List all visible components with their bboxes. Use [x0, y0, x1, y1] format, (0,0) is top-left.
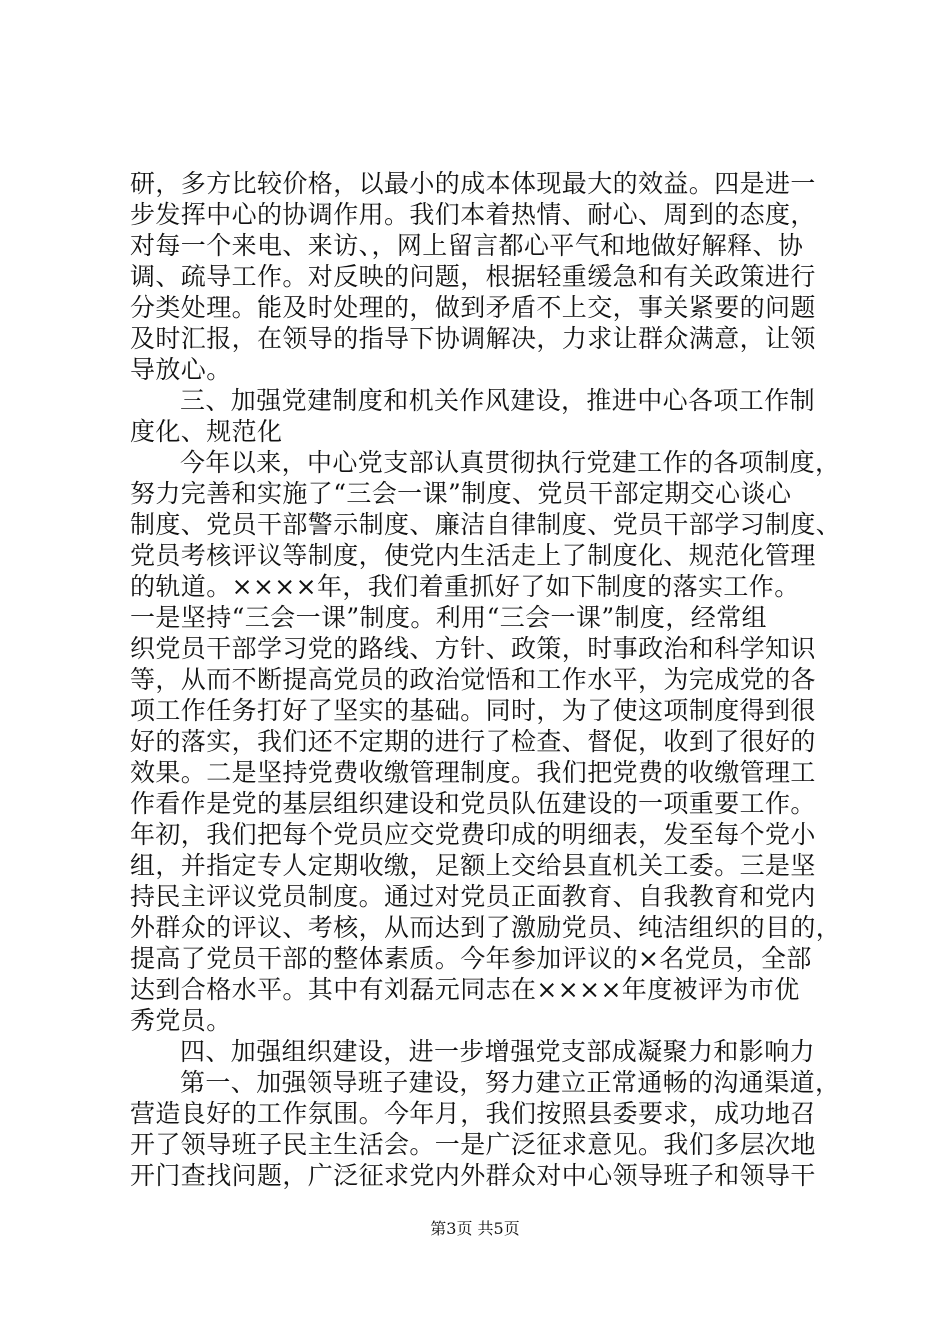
- page-footer: 第3页 共5页: [430, 1219, 520, 1238]
- text-line: 作看作是党的基层组织建设和党员队伍建设的一项重要工作。: [130, 789, 816, 818]
- text-line: 第一、加强领导班子建设，努力建立正常通畅的沟通渠道，: [180, 1068, 841, 1097]
- text-line: 持民主评议党员制度。通过对党员正面教育、自我教育和党内: [130, 882, 816, 911]
- text-line: 调、疏导工作。对反映的问题，根据轻重缓急和有关政策进行: [130, 262, 816, 291]
- text-line: 织党员干部学习党的路线、方针、政策，时事政治和科学知识: [130, 634, 816, 663]
- text-line: 好的落实，我们还不定期的进行了检查、督促，收到了很好的: [130, 727, 816, 756]
- text-line: 制度、党员干部警示制度、廉洁自律制度、党员干部学习制度、: [130, 510, 842, 539]
- text-line: 项工作任务打好了坚实的基础。同时，为了使这项制度得到很: [130, 696, 816, 725]
- text-line: 效果。二是坚持党费收缴管理制度。我们把党费的收缴管理工: [130, 758, 816, 787]
- text-line: 党员考核评议等制度，使党内生活走上了制度化、规范化管理: [130, 541, 816, 570]
- text-line: 对每一个来电、来访、，网上留言都心平气和地做好解释、协: [130, 231, 804, 260]
- text-line: 外群众的评议、考核，从而达到了激励党员、纯洁组织的目的，: [130, 913, 842, 942]
- text-line: 开门查找问题，广泛征求党内外群众对中心领导班子和领导干: [130, 1161, 816, 1190]
- body-text: [130, 168, 842, 1191]
- text-line: 研，多方比较价格，以最小的成本体现最大的效益。四是进一: [130, 169, 816, 198]
- text-line: 四、加强组织建设，进一步增强党支部成凝聚力和影响力: [180, 1037, 816, 1066]
- text-line: 秀党员。: [130, 1006, 232, 1035]
- text-line: 年初，我们把每个党员应交党费印成的明细表，发至每个党小: [130, 820, 816, 849]
- text-line: 达到合格水平。其中有刘磊元同志在××××年度被评为市优: [130, 975, 800, 1004]
- text-line: 努力完善和实施了“三会一课”制度、党员干部定期交心谈心: [130, 479, 792, 508]
- text-line: 提高了党员干部的整体素质。今年参加评议的×名党员，全部: [130, 944, 812, 973]
- text-line: 一是坚持“三会一课”制度。利用“三会一课”制度，经常组: [130, 603, 767, 632]
- text-line: 步发挥中心的协调作用。我们本着热情、耐心、周到的态度，: [130, 200, 816, 229]
- text-line: 分类处理。能及时处理的，做到矛盾不上交，事关紧要的问题: [130, 293, 816, 322]
- text-line: 三、加强党建制度和机关作风建设，推进中心各项工作制: [180, 386, 816, 415]
- text-line: 营造良好的工作氛围。今年月，我们按照县委要求，成功地召: [130, 1099, 816, 1128]
- text-line: 的轨道。××××年，我们着重抓好了如下制度的落实工作。: [130, 572, 800, 601]
- text-line: 度化、规范化: [130, 417, 283, 446]
- text-line: 等，从而不断提高党员的政治觉悟和工作水平，为完成党的各: [130, 665, 816, 694]
- text-line: 导放心。: [130, 355, 232, 384]
- text-line: 及时汇报，在领导的指导下协调解决，力求让群众满意，让领: [130, 324, 816, 353]
- text-line: 开了领导班子民主生活会。一是广泛征求意见。我们多层次地: [130, 1130, 816, 1159]
- text-line: 组，并指定专人定期收缴，足额上交给县直机关工委。三是坚: [130, 851, 816, 880]
- text-line: 今年以来，中心党支部认真贯彻执行党建工作的各项制度，: [180, 448, 841, 477]
